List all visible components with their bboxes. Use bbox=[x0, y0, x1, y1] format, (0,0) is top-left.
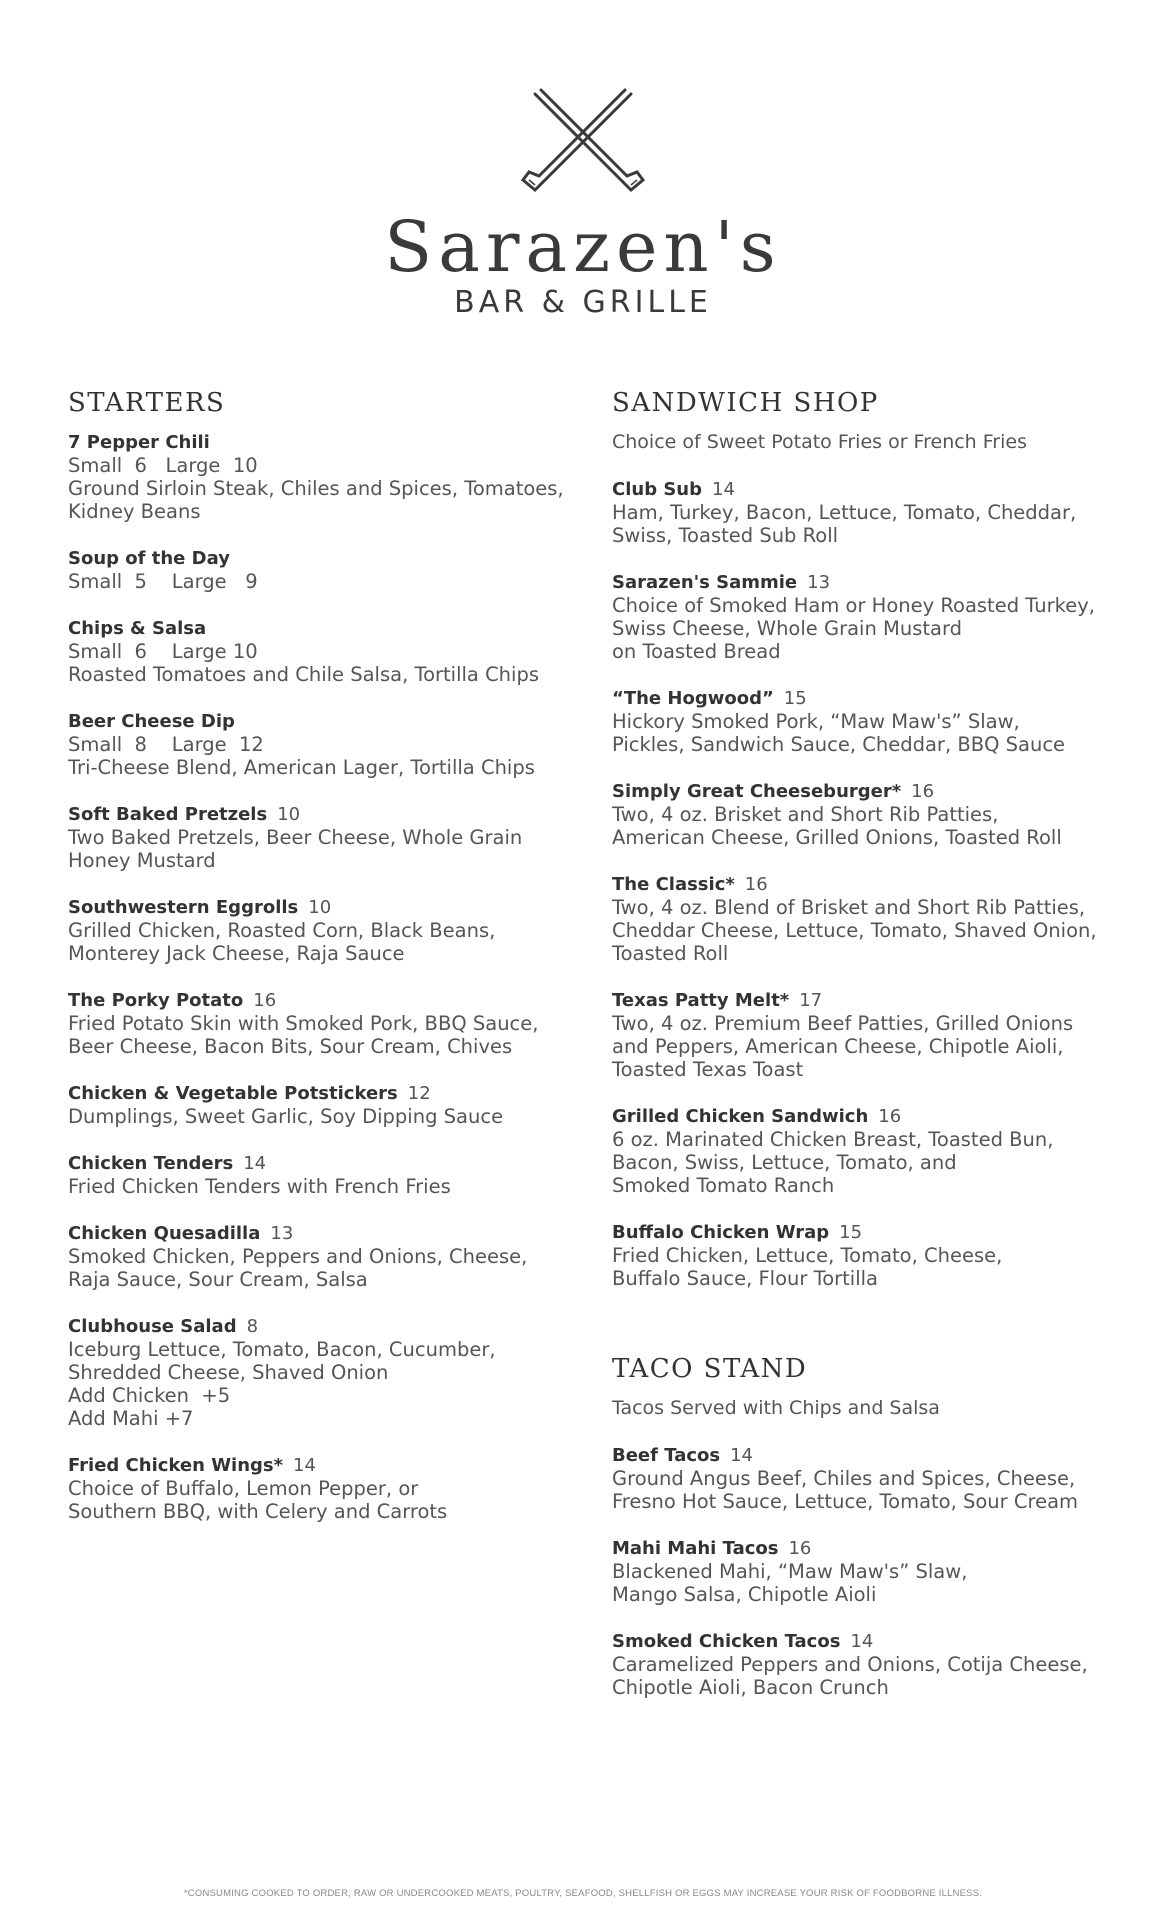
menu-item-header bbox=[612, 780, 1142, 803]
menu-item bbox=[612, 989, 1142, 1081]
crossed-golf-clubs-icon bbox=[513, 88, 653, 208]
menu-item-name: Chips & Salsa bbox=[68, 618, 207, 640]
menu-item-header bbox=[612, 989, 1142, 1012]
menu-item-description: Grilled Chicken, Roasted Corn, Black Beans, bbox=[68, 919, 496, 943]
menu-item-name: Buffalo Chicken Wrap bbox=[612, 1221, 830, 1243]
menu-item bbox=[68, 989, 588, 1058]
menu-item-name: Chicken Tenders bbox=[68, 1153, 234, 1175]
menu-item-description: Fried Potato Skin with Smoked Pork, BBQ Sauce, bbox=[68, 1012, 539, 1036]
menu-item-description: Pickles, Sandwich Sauce, Cheddar, BBQ Sauce bbox=[612, 732, 1066, 756]
menu-item-name: “The Hogwood” bbox=[612, 687, 774, 709]
disclaimer: *CONSUMING COOKED TO ORDER, RAW OR UNDERCOOKED MEATS, POULTRY, SEAFOOD, SHELLFISH OR EGGS MAY INCREASE YOUR RISK OF FOODBORNE ILLNESS. bbox=[183, 1888, 983, 1899]
brand-name: Sarazen's bbox=[384, 206, 782, 288]
menu-item-description: Beer Cheese, Bacon Bits, Sour Cream, Chives bbox=[68, 1035, 513, 1059]
menu-item-description: Chipotle Aioli, Bacon Crunch bbox=[612, 1675, 889, 1699]
menu-item bbox=[68, 1152, 588, 1198]
menu-item-description: Kidney Beans bbox=[68, 500, 201, 524]
menu-item-price: 14 bbox=[293, 1455, 316, 1477]
menu-item-header bbox=[68, 803, 588, 826]
menu-item-description: Hickory Smoked Pork, “Maw Maw's” Slaw, bbox=[612, 709, 1020, 733]
menu-item-description: Blackened Mahi, “Maw Maw's” Slaw, bbox=[612, 1559, 968, 1583]
menu-item-price: 13 bbox=[807, 571, 831, 593]
menu-item bbox=[612, 1105, 1142, 1197]
menu-item-name: Texas Patty Melt* bbox=[612, 989, 790, 1011]
menu-item-description: Cheddar Cheese, Lettuce, Tomato, Shaved Onion, bbox=[612, 918, 1097, 942]
menu-item-header bbox=[68, 710, 588, 733]
menu-item-price: 14 bbox=[730, 1444, 753, 1466]
menu-item-description: Ground Sirloin Steak, Chiles and Spices, Tomatoes, bbox=[68, 477, 564, 501]
menu-item-header bbox=[68, 547, 588, 570]
menu-item-price: 16 bbox=[253, 990, 277, 1012]
menu-item-description: Iceburg Lettuce, Tomato, Bacon, Cucumber, bbox=[68, 1338, 496, 1362]
menu-item-description: Mango Salsa, Chipotle Aioli bbox=[612, 1582, 877, 1606]
menu-item-name: 7 Pepper Chili bbox=[68, 432, 210, 454]
menu-item-header bbox=[68, 1454, 588, 1477]
menu-item-description: Choice of Buffalo, Lemon Pepper, or bbox=[68, 1477, 419, 1501]
menu-item-description: Two, 4 oz. Brisket and Short Rib Patties, bbox=[612, 802, 999, 826]
menu-item bbox=[612, 780, 1142, 849]
menu-item-description: Fresno Hot Sauce, Lettuce, Tomato, Sour Cream bbox=[612, 1489, 1079, 1513]
menu-item-description: Honey Mustard bbox=[68, 849, 216, 873]
menu-item-description: Swiss, Toasted Sub Roll bbox=[612, 523, 839, 547]
menu-item-description: Swiss Cheese, Whole Grain Mustard bbox=[612, 616, 963, 640]
logo bbox=[0, 88, 1166, 318]
menu-item-description: Smoked Tomato Ranch bbox=[612, 1173, 835, 1197]
menu-item bbox=[68, 431, 588, 523]
menu-item-description: Ham, Turkey, Bacon, Lettuce, Tomato, Cheddar, bbox=[612, 500, 1077, 524]
menu-item-description: Toasted Roll bbox=[612, 941, 729, 965]
menu-item-name: Simply Great Cheeseburger* bbox=[612, 780, 902, 802]
menu-item bbox=[612, 571, 1142, 663]
menu-item-header bbox=[68, 989, 588, 1012]
menu-item bbox=[68, 1315, 588, 1430]
menu-item-name: Fried Chicken Wings* bbox=[68, 1455, 284, 1477]
sandwich-list bbox=[612, 478, 1142, 1290]
menu-item bbox=[68, 896, 588, 965]
menu-item-name: Smoked Chicken Tacos bbox=[612, 1630, 841, 1652]
menu-item-name: The Classic* bbox=[612, 873, 735, 895]
menu-item-name: Chicken & Vegetable Potstickers bbox=[68, 1083, 398, 1105]
menu-item-description: Raja Sauce, Sour Cream, Salsa bbox=[68, 1268, 368, 1292]
menu-item-price: 10 bbox=[277, 804, 301, 826]
menu-item-description: American Cheese, Grilled Onions, Toasted Roll bbox=[612, 825, 1062, 849]
menu-item-description: Dumplings, Sweet Garlic, Soy Dipping Sauce bbox=[68, 1105, 504, 1129]
menu-item bbox=[68, 803, 588, 872]
menu-item-price: 16 bbox=[911, 780, 935, 802]
menu-item-price: 8 bbox=[246, 1316, 259, 1338]
menu-item-description: Small 6 Large 10 bbox=[68, 454, 258, 478]
menu-item-header bbox=[612, 1537, 1142, 1560]
menu-item-description: Choice of Smoked Ham or Honey Roasted Turkey, bbox=[612, 593, 1095, 617]
menu-item bbox=[68, 1222, 588, 1291]
menu-item bbox=[612, 1537, 1142, 1606]
menu-item-description: Add Chicken +5 bbox=[68, 1384, 231, 1408]
menu-item-description: on Toasted Bread bbox=[612, 639, 781, 663]
menu-item-price: 16 bbox=[744, 873, 768, 895]
menu-item-name: Sarazen's Sammie bbox=[612, 571, 798, 593]
menu-item bbox=[68, 547, 588, 593]
section-title-starters: STARTERS bbox=[68, 388, 226, 418]
menu-item-description: Ground Angus Beef, Chiles and Spices, Cheese, bbox=[612, 1466, 1076, 1490]
menu-item-header bbox=[68, 1315, 588, 1338]
menu-item-price: 16 bbox=[878, 1105, 902, 1127]
menu-item-header bbox=[68, 1082, 588, 1105]
menu-item-description: Fried Chicken Tenders with French Fries bbox=[68, 1175, 451, 1199]
menu-item-name: Grilled Chicken Sandwich bbox=[612, 1105, 869, 1127]
menu-item-name: The Porky Potato bbox=[68, 990, 244, 1012]
menu-item-price: 16 bbox=[788, 1537, 812, 1559]
left-column bbox=[68, 388, 588, 1547]
menu-item-description: and Peppers, American Cheese, Chipotle Aioli, bbox=[612, 1034, 1064, 1058]
menu-item-header bbox=[612, 1221, 1142, 1244]
menu-item bbox=[68, 1082, 588, 1128]
menu-item bbox=[68, 710, 588, 779]
menu-item bbox=[612, 1444, 1142, 1513]
menu-item-description: 6 oz. Marinated Chicken Breast, Toasted Bun, bbox=[612, 1127, 1054, 1151]
menu-item-header bbox=[612, 1105, 1142, 1128]
menu-item-description: Small 8 Large 12 bbox=[68, 733, 264, 757]
menu-item-name: Beer Cheese Dip bbox=[68, 711, 235, 733]
menu-item-header bbox=[68, 896, 588, 919]
menu-item bbox=[612, 478, 1142, 547]
menu-item-header bbox=[612, 873, 1142, 896]
menu-item-price: 14 bbox=[243, 1153, 267, 1175]
menu-item-price: 13 bbox=[270, 1223, 294, 1245]
menu-item bbox=[612, 687, 1142, 756]
menu-item-description: Small 6 Large 10 bbox=[68, 640, 258, 664]
menu-item-description: Toasted Texas Toast bbox=[612, 1057, 804, 1081]
starters-list bbox=[68, 431, 588, 1523]
menu-item-name: Soft Baked Pretzels bbox=[68, 804, 268, 826]
menu-item bbox=[612, 1630, 1142, 1699]
menu-item-description: Southern BBQ, with Celery and Carrots bbox=[68, 1500, 448, 1524]
menu-item-price: 15 bbox=[783, 687, 807, 709]
right-column bbox=[612, 388, 1142, 1723]
menu-item-name: Southwestern Eggrolls bbox=[68, 897, 299, 919]
menu-item-description: Tri-Cheese Blend, American Lager, Tortilla Chips bbox=[68, 756, 535, 780]
brand-subtitle: BAR & GRILLE bbox=[454, 285, 712, 320]
menu-item-header bbox=[612, 1444, 1142, 1467]
section-title-sandwich-shop: SANDWICH SHOP bbox=[612, 388, 879, 418]
menu-item-price: 15 bbox=[839, 1221, 863, 1243]
menu-item-description: Fried Chicken, Lettuce, Tomato, Cheese, bbox=[612, 1243, 1003, 1267]
menu-item-description: Buffalo Sauce, Flour Tortilla bbox=[612, 1266, 879, 1290]
menu-item-description: Two Baked Pretzels, Beer Cheese, Whole Grain bbox=[68, 826, 523, 850]
menu-item-header bbox=[612, 571, 1142, 594]
menu-item-header bbox=[68, 1222, 588, 1245]
menu-item bbox=[68, 1454, 588, 1523]
menu-item-description: Small 5 Large 9 bbox=[68, 570, 258, 594]
taco-list bbox=[612, 1444, 1142, 1699]
menu-item-header bbox=[68, 431, 588, 454]
taco-stand-note: Tacos Served with Chips and Salsa bbox=[612, 1397, 940, 1420]
menu-item-price: 10 bbox=[308, 897, 332, 919]
menu-item-price: 14 bbox=[712, 478, 735, 500]
menu-item-header bbox=[68, 1152, 588, 1175]
menu-item-name: Chicken Quesadilla bbox=[68, 1223, 261, 1245]
menu-item-price: 14 bbox=[850, 1630, 874, 1652]
menu-item-description: Shredded Cheese, Shaved Onion bbox=[68, 1361, 389, 1385]
menu-item-name: Mahi Mahi Tacos bbox=[612, 1537, 779, 1559]
menu-item-name: Club Sub bbox=[612, 478, 703, 500]
menu-item-description: Monterey Jack Cheese, Raja Sauce bbox=[68, 942, 405, 966]
menu-item-description: Add Mahi +7 bbox=[68, 1407, 194, 1431]
menu-item-description: Two, 4 oz. Blend of Brisket and Short Rib Patties, bbox=[612, 895, 1086, 919]
menu-item-name: Soup of the Day bbox=[68, 548, 230, 570]
menu-item-description: Two, 4 oz. Premium Beef Patties, Grilled Onions bbox=[612, 1011, 1074, 1035]
menu-item-description: Bacon, Swiss, Lettuce, Tomato, and bbox=[612, 1150, 957, 1174]
menu-item-description: Caramelized Peppers and Onions, Cotija Cheese, bbox=[612, 1652, 1088, 1676]
menu-item-name: Clubhouse Salad bbox=[68, 1316, 237, 1338]
menu-item-header bbox=[612, 1630, 1142, 1653]
menu-item bbox=[68, 617, 588, 686]
menu-item-header bbox=[612, 478, 1142, 501]
menu-item-price: 12 bbox=[407, 1083, 431, 1105]
menu-item-header bbox=[612, 687, 1142, 710]
menu-item bbox=[612, 873, 1142, 965]
menu-item bbox=[612, 1221, 1142, 1290]
menu-item-description: Smoked Chicken, Peppers and Onions, Cheese, bbox=[68, 1245, 528, 1269]
menu-item-name: Beef Tacos bbox=[612, 1444, 721, 1466]
menu-item-price: 17 bbox=[799, 989, 823, 1011]
section-title-taco-stand: TACO STAND bbox=[612, 1353, 808, 1384]
menu-item-description: Roasted Tomatoes and Chile Salsa, Tortilla Chips bbox=[68, 663, 539, 687]
sandwich-shop-note: Choice of Sweet Potato Fries or French Fries bbox=[612, 431, 1027, 454]
menu-item-header bbox=[68, 617, 588, 640]
